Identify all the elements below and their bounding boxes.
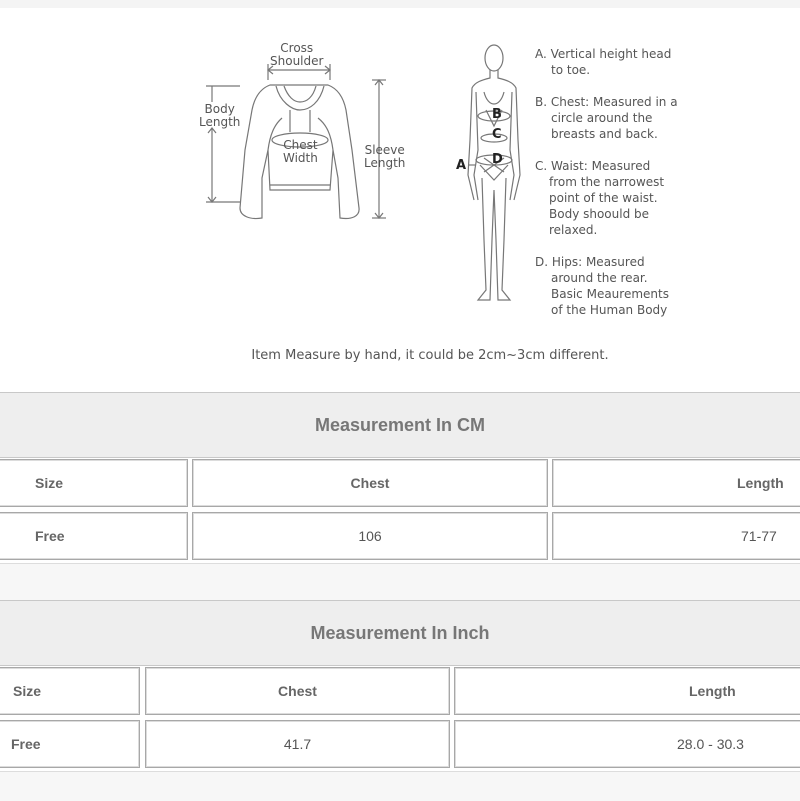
desc-b-line-2: circle around the xyxy=(551,111,653,125)
table-cm-row-chest: 106 xyxy=(192,512,548,560)
sleeve-length-line-2: Length xyxy=(364,156,406,170)
desc-d xyxy=(535,254,669,318)
table-inch-row-size: Free xyxy=(0,720,140,768)
table-inch-header-length: Length xyxy=(454,667,800,715)
section-gap xyxy=(0,563,800,600)
desc-a xyxy=(535,46,671,78)
chest-width-label xyxy=(283,139,318,165)
body-length-line-1: Body xyxy=(204,102,235,116)
table-cm-row-length: 71-77 xyxy=(552,512,800,560)
sleeve-length-line-1: Sleeve xyxy=(364,143,405,157)
table-cm-row-size: Free xyxy=(0,512,188,560)
desc-c-line-2: from the narrowest xyxy=(549,175,665,189)
desc-c-line-3: point of the waist. xyxy=(549,191,658,205)
desc-d-line-2: around the rear. xyxy=(551,271,648,285)
desc-b-line-3: breasts and back. xyxy=(551,127,658,141)
table-cm-header-size: Size xyxy=(0,459,188,507)
desc-d-line-4: of the Human Body xyxy=(551,303,668,317)
chest-width-line-2: Width xyxy=(283,151,318,165)
table-inch-row-length: 28.0 - 30.3 xyxy=(454,720,800,768)
cross-shoulder-line-1: Cross xyxy=(280,41,314,55)
sleeve-length-label xyxy=(364,144,405,170)
table-cm-header-chest: Chest xyxy=(192,459,548,507)
table-cm-title: Measurement In CM xyxy=(0,392,800,458)
garment-sketch-icon xyxy=(0,0,800,230)
bottom-gap xyxy=(0,771,800,801)
chest-width-line-1: Chest xyxy=(283,138,318,152)
letter-d: D xyxy=(492,152,503,167)
table-inch-header-size: Size xyxy=(0,667,140,715)
desc-c xyxy=(535,158,664,238)
body-length-label xyxy=(199,103,240,129)
desc-a-line-1: A. Vertical height head xyxy=(535,47,672,61)
table-inch-row-chest: 41.7 xyxy=(145,720,450,768)
table-cm-header-length: Length xyxy=(552,459,800,507)
desc-a-line-2: to toe. xyxy=(551,63,591,77)
letter-a: A xyxy=(456,158,467,173)
desc-d-line-1: D. Hips: Measured xyxy=(535,255,645,269)
body-length-line-2: Length xyxy=(199,115,241,129)
cross-shoulder-label xyxy=(270,42,323,68)
desc-c-line-1: C. Waist: Measured xyxy=(535,159,651,173)
desc-b xyxy=(535,94,678,142)
table-inch-title: Measurement In Inch xyxy=(0,600,800,666)
letter-b: B xyxy=(492,107,502,122)
desc-c-line-4: Body shoould be xyxy=(549,207,650,221)
desc-c-line-5: relaxed. xyxy=(549,223,598,237)
table-inch-header-chest: Chest xyxy=(145,667,450,715)
measure-note: Item Measure by hand, it could be 2cm~3cm different. xyxy=(251,348,609,363)
desc-b-line-1: B. Chest: Measured in a xyxy=(535,95,678,109)
cross-shoulder-line-2: Shoulder xyxy=(270,54,324,68)
letter-c: C xyxy=(492,127,502,142)
desc-d-line-3: Basic Meaurements xyxy=(551,287,669,301)
